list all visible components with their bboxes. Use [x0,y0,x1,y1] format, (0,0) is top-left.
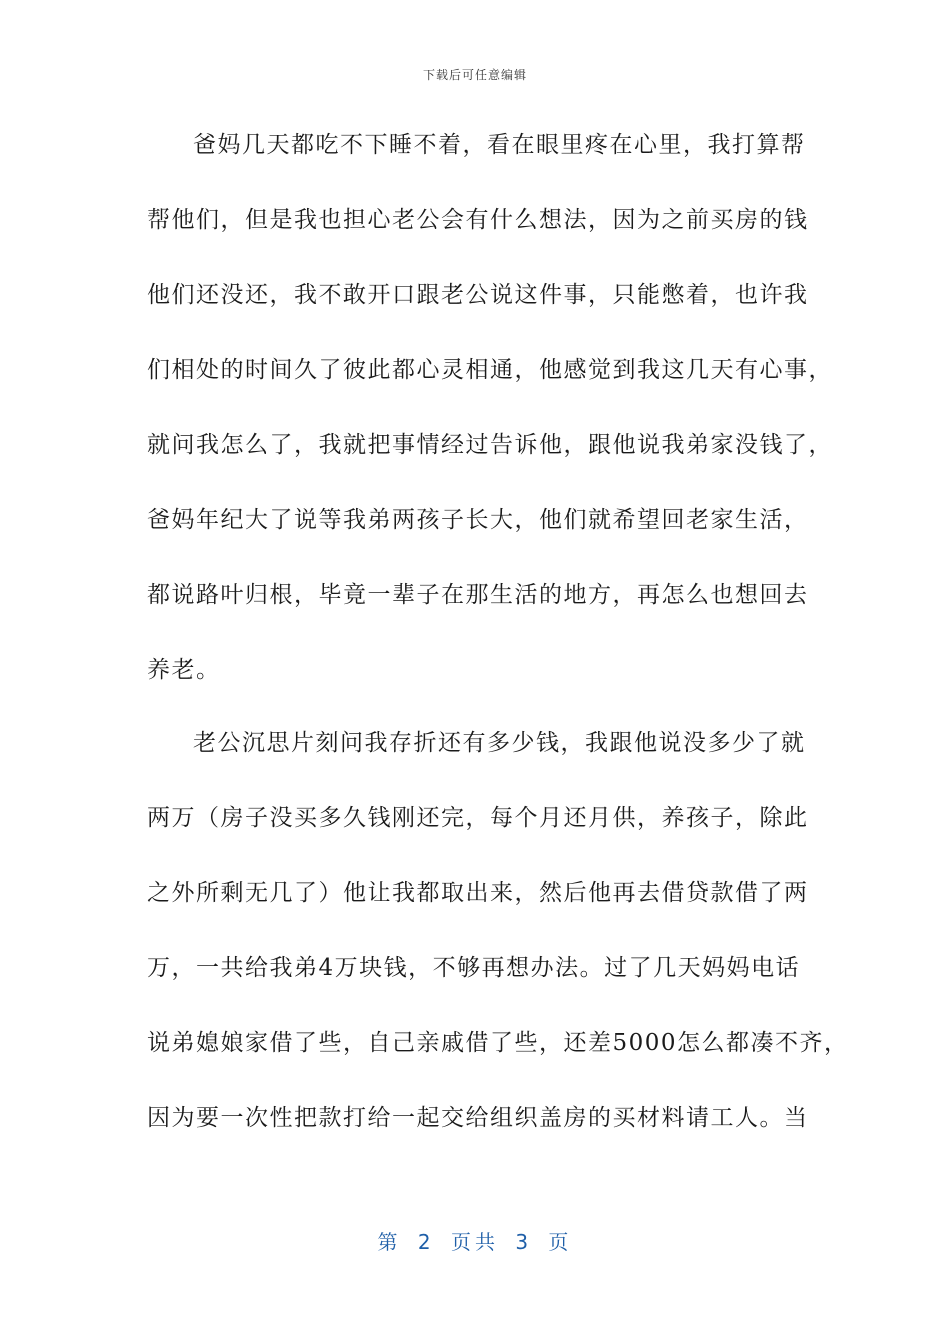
paragraph-2-line-6: 因为要一次性把款打给一起交给组织盖房的买材料请工人。当 [147,1105,809,1131]
paragraph-1-line-4: 们相处的时间久了彼此都心灵相通，他感觉到我这几天有心事， [147,357,833,383]
paragraph-2-line-2: 两万（房子没买多久钱刚还完，每个月还月供，养孩子，除此 [147,805,809,831]
page-header: 下载后可任意编辑 [422,68,527,82]
paragraph-1-line-2: 帮他们，但是我也担心老公会有什么想法，因为之前买房的钱 [147,207,809,233]
paragraph-2-line-3: 之外所剩无几了）他让我都取出来，然后他再去借贷款借了两 [147,880,809,906]
paragraph-1-line-8: 养老。 [147,657,221,683]
page-number-footer: 第 2 页共 3 页 [377,1230,573,1254]
paragraph-1-line-7: 都说路叶归根，毕竟一辈子在那生活的地方，再怎么也想回去 [147,582,809,608]
paragraph-1-line-3: 他们还没还，我不敢开口跟老公说这件事，只能憋着，也许我 [147,282,809,308]
paragraph-1-line-6: 爸妈年纪大了说等我弟两孩子长大，他们就希望回老家生活， [147,507,809,533]
paragraph-1-line-5: 就问我怎么了，我就把事情经过告诉他，跟他说我弟家没钱了， [147,432,833,458]
paragraph-2-line-1: 老公沉思片刻问我存折还有多少钱，我跟他说没多少了就 [193,730,806,756]
paragraph-2-line-4: 万，一共给我弟4万块钱，不够再想办法。过了几天妈妈电话 [147,955,801,981]
paragraph-1-line-1: 爸妈几天都吃不下睡不着，看在眼里疼在心里，我打算帮 [193,132,806,158]
paragraph-2-line-5: 说弟媳娘家借了些，自己亲戚借了些，还差5000怎么都凑不齐， [147,1030,849,1056]
